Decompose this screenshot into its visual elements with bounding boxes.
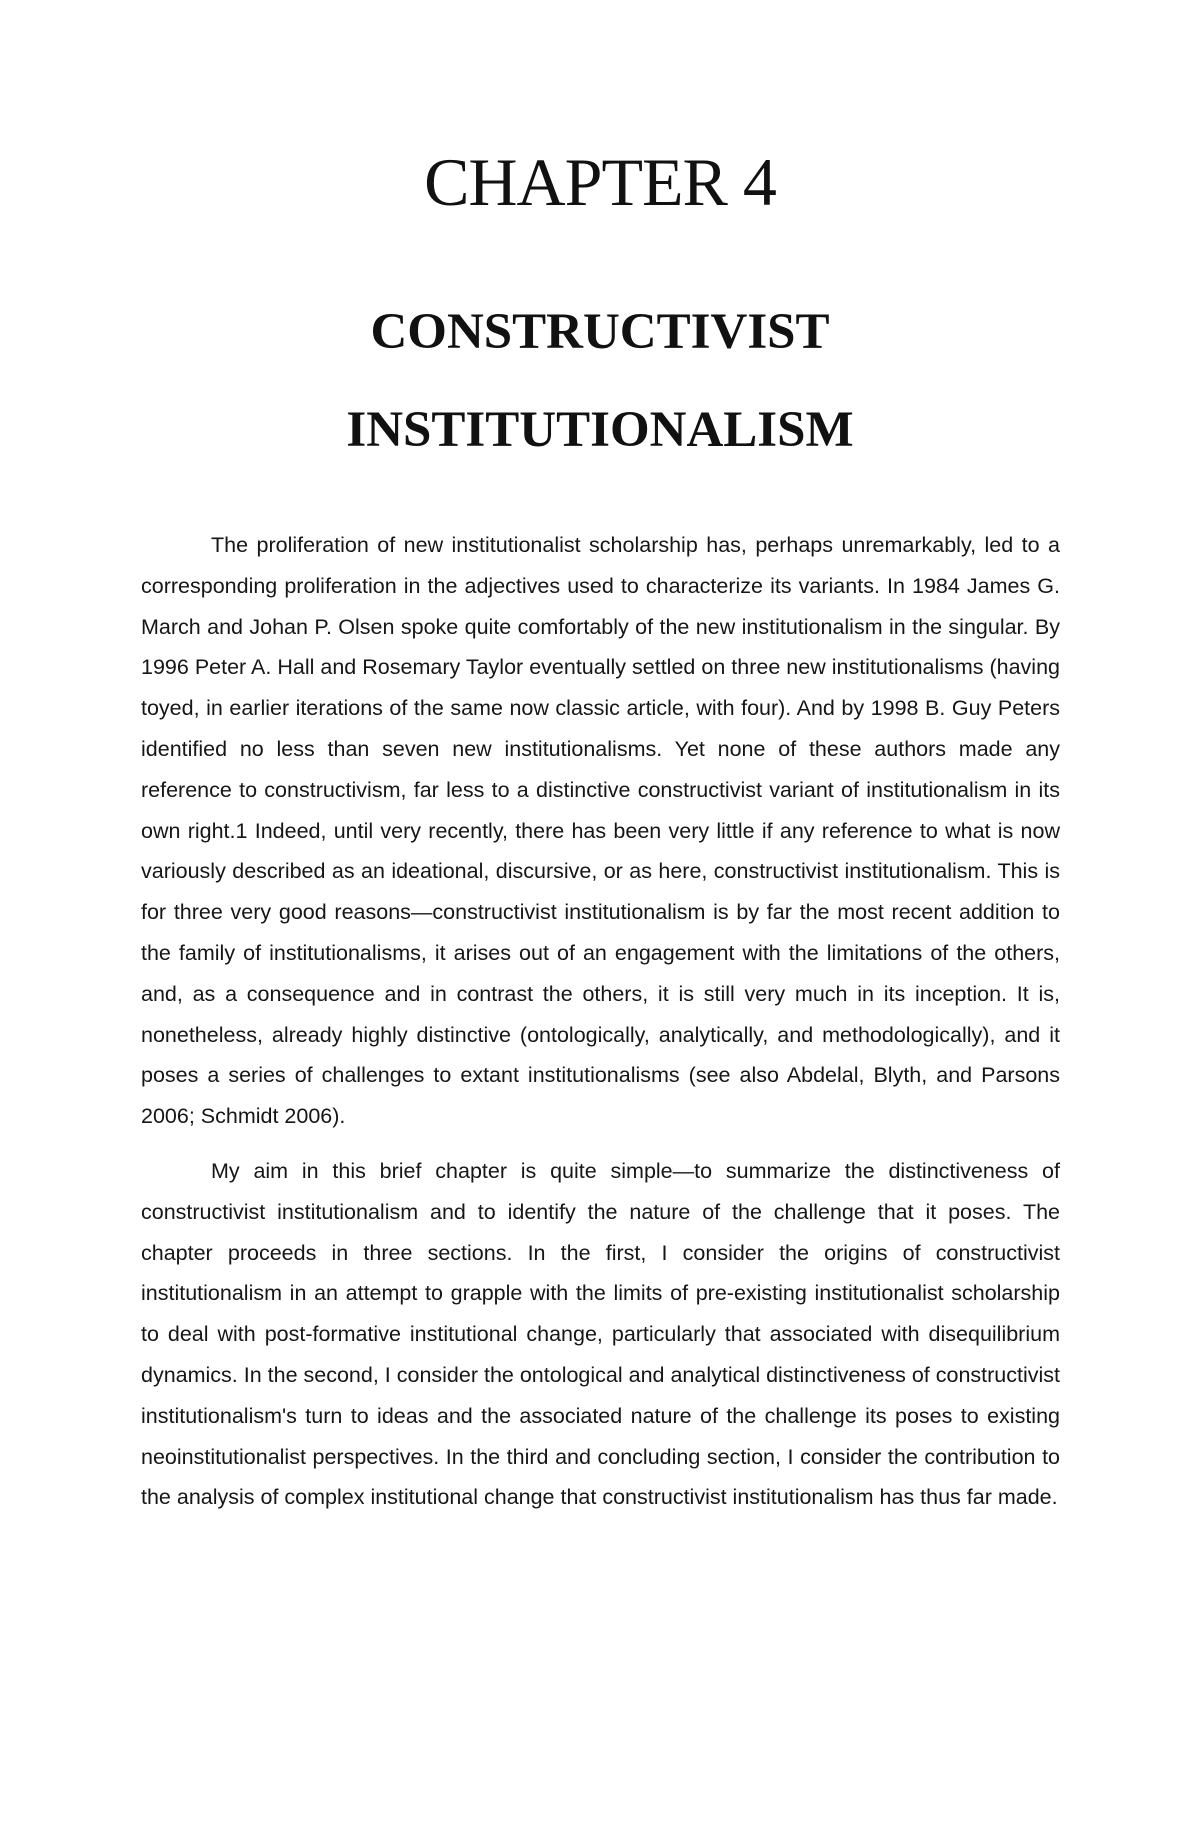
chapter-body	[141, 525, 1060, 1518]
chapter-title-line-2: INSTITUTIONALISM	[346, 402, 854, 458]
body-paragraph-2: My aim in this brief chapter is quite simple—to summarize the distinctiveness of constructivist institutionalism and to identify the nature of the challenge that it poses. The chapter proceeds in three sections. In the first, I consider the origins of constructivist institutionalism in an attempt to grapple with the limits of pre-existing institutionalist scholarship to deal with post-formative institutional change, particularly that associated with disequilibrium dynamics. In the second, I consider the ontological and analytical distinctiveness of constructivist institutionalism's turn to ideas and the associated nature of the challenge its poses to existing neoinstitutionalist perspectives. In the third and concluding section, I consider the contribution to the analysis of complex institutional change that constructivist institutionalism has thus far made.	[141, 1158, 1061, 1510]
chapter-number: CHAPTER 4	[424, 144, 776, 220]
body-paragraph-1: The proliferation of new institutionalist scholarship has, perhaps unremarkably, led to a corresponding proliferation in the adjectives used to characterize its variants. In 1984 James G. March and Johan P. Olsen spoke quite comfortably of the new institutionalism in the singular. By 1996 Peter A. Hall and Rosemary Taylor eventually settled on three new institutionalisms (having toyed, in earlier iterations of the same now classic article, with four). And by 1998 B. Guy Peters identified no less than seven new institutionalisms. Yet none of these authors made any reference to constructivism, far less to a distinctive constructivist variant of institutionalism in its own right.1 Indeed, until very recently, there has been very little if any reference to what is now variously described as an ideational, discursive, or as here, constructivist institutionalism. This is for three very good reasons—constructivist institutionalism is by far the most recent addition to the family of institutionalisms, it arises out of an engagement with the limitations of the others, and, as a consequence and in contrast the others, it is still very much in its inception. It is, nonetheless, already highly distinctive (ontologically, analytically, and methodologically), and it poses a series of challenges to extant institutionalisms (see also Abdelal, Blyth, and Parsons 2006; Schmidt 2006).	[141, 533, 1060, 1129]
chapter-title-line-1: CONSTRUCTIVIST	[370, 304, 830, 360]
chapter-title	[0, 283, 1200, 479]
